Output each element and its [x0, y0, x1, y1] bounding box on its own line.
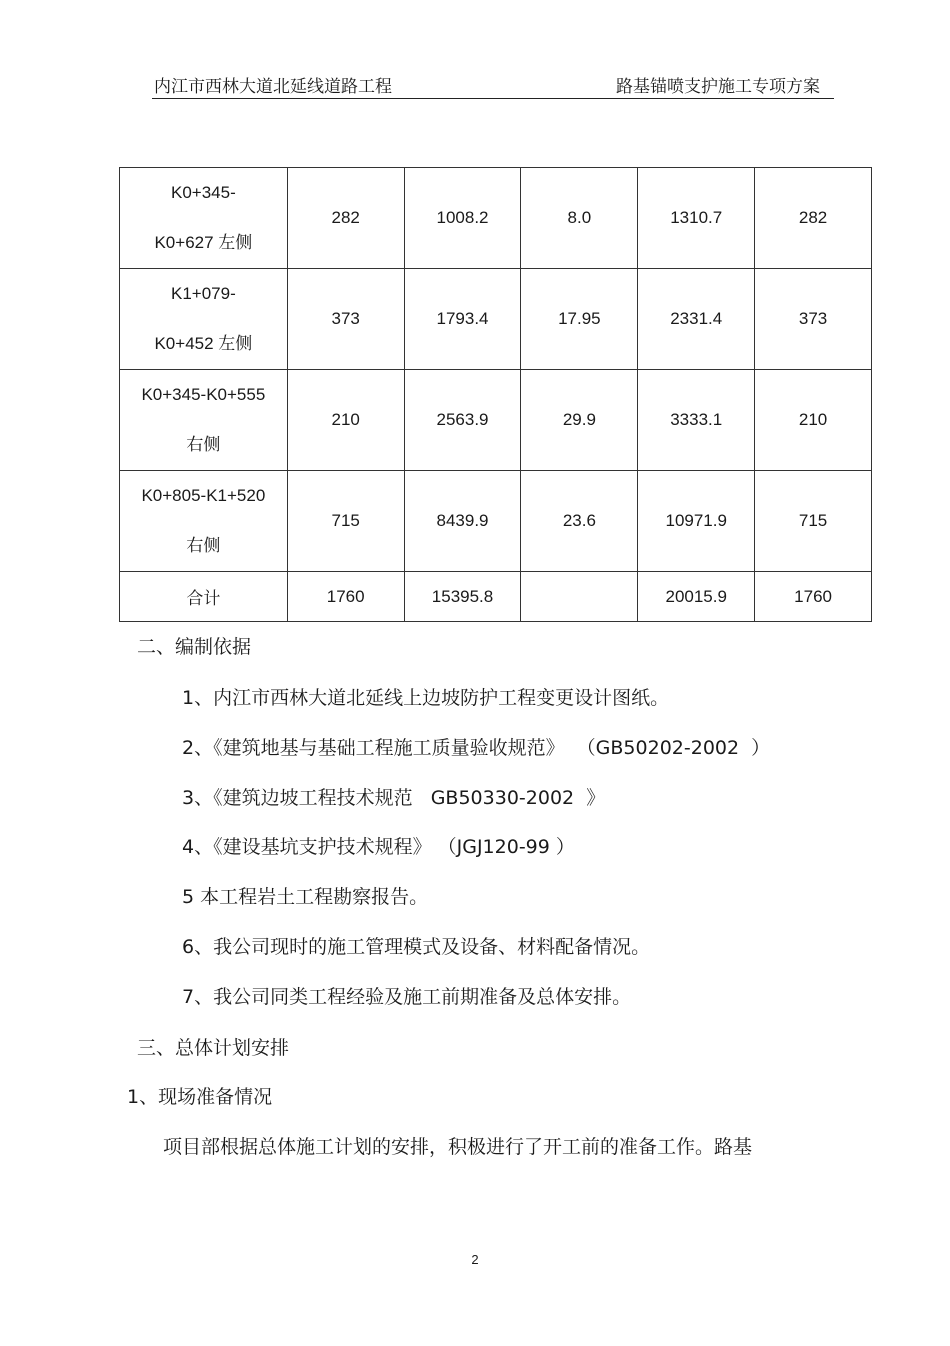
table-cell: 1310.7: [638, 168, 755, 269]
table-cell: 715: [287, 471, 404, 572]
table-cell: 210: [287, 370, 404, 471]
table-cell: 29.9: [521, 370, 638, 471]
table-total-row: [120, 572, 872, 622]
basis-item-4: 4、《建设基坑支护技术规程》 （JGJ120-99 ）: [182, 836, 575, 858]
table-cell: 373: [287, 269, 404, 370]
basis-item-7: 7、我公司同类工程经验及施工前期准备及总体安排。: [182, 986, 632, 1008]
table-row: [120, 168, 872, 269]
basis-item-5: 5 本工程岩土工程勘察报告。: [182, 886, 429, 908]
section-heading-basis: 二、编制依据: [137, 636, 252, 658]
basis-item-6: 6、我公司现时的施工管理模式及设备、材料配备情况。: [182, 936, 651, 958]
basis-item-2: 2、《建筑地基与基础工程施工质量验收规范》 （GB50202-2002 ）: [182, 737, 771, 759]
table-row: [120, 370, 872, 471]
header-project-title: 内江市西林大道北延线道路工程: [154, 77, 392, 97]
location-cell: K1+079- K0+452 左侧: [120, 269, 288, 370]
page-header: [152, 76, 834, 99]
table-cell: 17.95: [521, 269, 638, 370]
table-cell: [521, 572, 638, 622]
table-cell: 715: [755, 471, 872, 572]
total-label-cell: 合计: [120, 572, 288, 622]
table-cell: 15395.8: [404, 572, 521, 622]
table-cell: 373: [755, 269, 872, 370]
table-cell: 3333.1: [638, 370, 755, 471]
header-document-title: 路基锚喷支护施工专项方案: [616, 77, 820, 97]
table-cell: 20015.9: [638, 572, 755, 622]
table-row: [120, 269, 872, 370]
table-cell: 8439.9: [404, 471, 521, 572]
page-number: 2: [471, 1252, 479, 1267]
table-cell: 282: [755, 168, 872, 269]
subsection-heading-site-prep: 1、现场准备情况: [127, 1086, 273, 1108]
quantity-table: [119, 167, 872, 622]
table-cell: 2563.9: [404, 370, 521, 471]
location-cell: K0+805-K1+520 右侧: [120, 471, 288, 572]
table-cell: 1760: [755, 572, 872, 622]
table-cell: 282: [287, 168, 404, 269]
basis-item-3: 3、《建筑边坡工程技术规范 GB50330-2002 》: [182, 787, 606, 809]
body-paragraph: 项目部根据总体施工计划的安排，积极进行了开工前的准备工作。路基: [163, 1136, 753, 1158]
table-cell: 8.0: [521, 168, 638, 269]
section-heading-plan: 三、总体计划安排: [137, 1037, 290, 1059]
table-row: [120, 471, 872, 572]
location-cell: K0+345- K0+627 左侧: [120, 168, 288, 269]
table-cell: 210: [755, 370, 872, 471]
table-cell: 1793.4: [404, 269, 521, 370]
table-cell: 23.6: [521, 471, 638, 572]
table-cell: 1760: [287, 572, 404, 622]
basis-item-1: 1、内江市西林大道北延线上边坡防护工程变更设计图纸。: [182, 687, 670, 709]
table-cell: 1008.2: [404, 168, 521, 269]
location-cell: K0+345-K0+555 右侧: [120, 370, 288, 471]
table-cell: 10971.9: [638, 471, 755, 572]
table-cell: 2331.4: [638, 269, 755, 370]
